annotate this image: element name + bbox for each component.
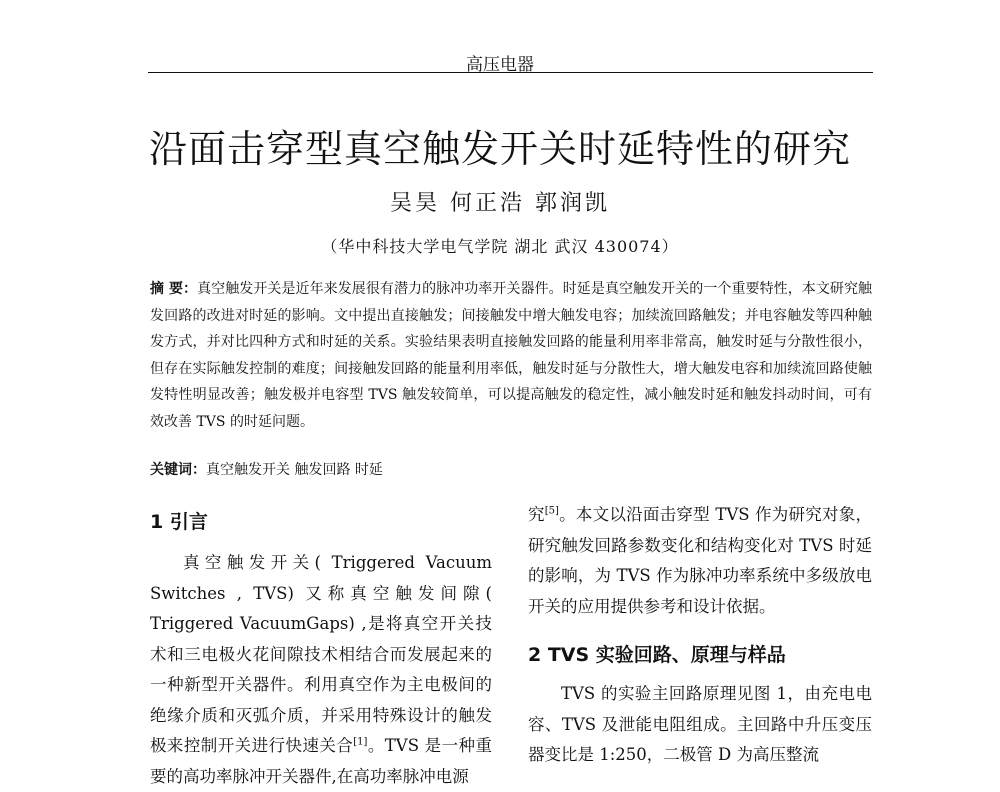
right-column [528, 500, 872, 771]
paper-authors: 吴昊 何正浩 郭润凯 [390, 191, 610, 216]
section-1-heading: 1 引言 [150, 511, 208, 533]
section-1-text-a: 真空触发开关( Triggered Vacuum Switches , TVS) 又称真空触发间隙( Triggered VacuumGaps) ,是将真空开关技术和三电极火花间隙技术相结合而发展起来的一种新型开关器件。利用真空作为主电极间的绝缘介质和灭弧介质，并采用特殊设计的触发极来控制开关进行快速关合 [150, 553, 492, 755]
paper-title: 沿面击穿型真空触发开关时延特性的研究 [148, 127, 851, 171]
abstract [150, 276, 872, 435]
abstract-text: 真空触发开关是近年来发展很有潜力的脉冲功率开关器件。时延是真空触发开关的一个重要特性，本文研究触发回路的改进对时延的影响。文中提出直接触发；间接触发中增大触发电容；加续流回路触发；并电容触发等四种触发方式，并对比四种方式和时延的关系。实验结果表明直接触发回路的能量利用率非常高，触发时延与分散性很小，但存在实际触发控制的难度；间接触发回路的能量利用率低，触发时延与分散性大，增大触发电容和加续流回路使触发特性明显改善；触发极并电容型 TVS 触发较简单，可以提高触发的稳定性，减小触发时延和触发抖动时间，可有效改善 TVS 的时延问题。 [150, 281, 873, 430]
header-rule [148, 72, 873, 73]
journal-header: 高压电器 [466, 55, 534, 75]
continuation-text-b: 。本文以沿面击穿型 TVS 作为研究对象，研究触发回路参数变化和结构变化对 TVS 时延的影响，为 TVS 作为脉冲功率系统中多级放电开关的应用提供参考和设计依据。 [528, 505, 873, 616]
abstract-label: 摘 要： [150, 281, 198, 297]
continuation-text-a: 究 [528, 505, 545, 524]
section-1-text-b: 。TVS 是一种重要的高功率脉冲开关器件,在高功率脉冲电源 [150, 736, 492, 786]
keywords-text: 真空触发开关 触发回路 时延 [206, 462, 383, 478]
section-1-paragraph [150, 548, 492, 792]
section-2-paragraph: TVS 的实验主回路原理见图 1，由充电电容、TVS 及泄能电阻组成。主回路中升压变压器变比是 1:250，二极管 D 为高压整流 [528, 684, 872, 764]
keywords-label: 关键词： [150, 462, 206, 478]
keywords [150, 459, 872, 479]
citation-1: [1] [353, 736, 368, 748]
paper-affiliation: （华中科技大学电气学院 湖北 武汉 430074） [321, 237, 679, 256]
section-1-continuation [528, 500, 872, 622]
citation-5: [5] [544, 505, 559, 517]
section-2-heading: 2 TVS 实验回路、原理与样品 [528, 644, 786, 666]
left-column [150, 507, 492, 792]
